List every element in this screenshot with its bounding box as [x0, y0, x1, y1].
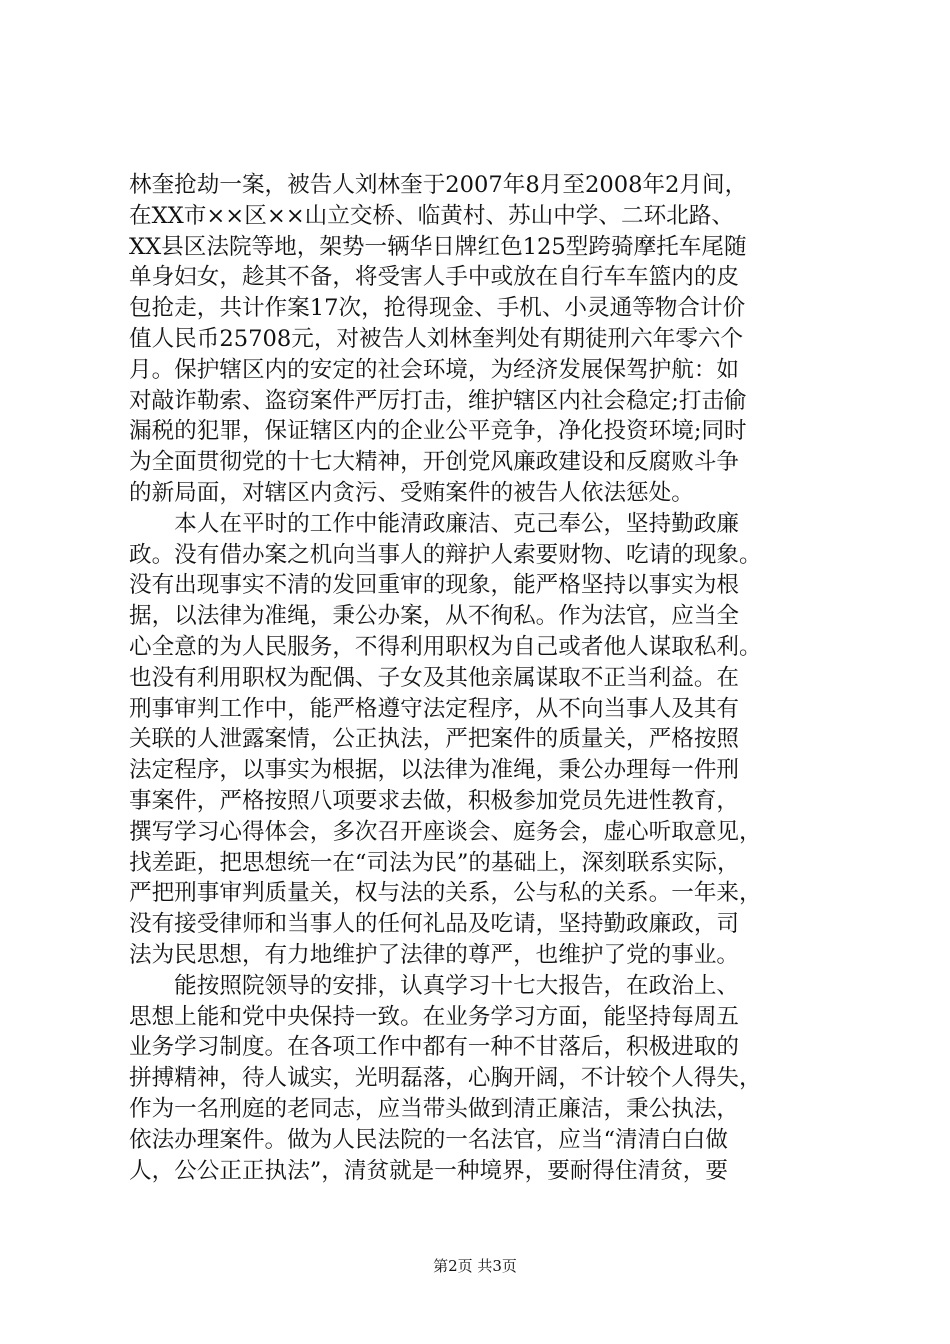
- text-line: 依法办理案件。做为人民法院的一名法官，应当“清清白白做: [129, 1126, 728, 1153]
- text-line: 在XX市××区××山立交桥、临黄村、苏山中学、二环北路、: [129, 202, 734, 229]
- text-line: 法为民思想，有力地维护了法律的尊严，也维护了党的事业。: [129, 941, 740, 968]
- text-line: 的新局面，对辖区内贪污、受贿案件的被告人依法惩处。: [129, 479, 694, 506]
- text-line: 也没有利用职权为配偶、子女及其他亲属谋取不正当利益。在: [129, 664, 740, 691]
- text-line: 对敲诈勒索、盗窃案件严厉打击，维护辖区内社会稳定;打击偷: [129, 387, 747, 414]
- text-line: 心全意的为人民服务，不得利用职权为自己或者他人谋取私利。: [129, 633, 762, 660]
- document-body: [129, 170, 829, 1186]
- text-line: 刑事审判工作中，能严格遵守法定程序，从不向当事人及其有: [129, 695, 740, 722]
- text-line: 值人民币25708元，对被告人刘林奎判处有期徒刑六年零六个: [129, 325, 744, 352]
- text-line: XX县区法院等地，架势一辆华日牌红色125型跨骑摩托车尾随: [129, 233, 747, 260]
- text-line: 法定程序，以事实为根据，以法律为准绳，秉公办理每一件刑: [129, 757, 740, 784]
- text-line: 撰写学习心得体会，多次召开座谈会、庭务会，虚心听取意见，: [129, 818, 762, 845]
- text-line: 漏税的犯罪，保证辖区内的企业公平竞争，净化投资环境;同时: [129, 418, 747, 445]
- text-line: 思想上能和党中央保持一致。在业务学习方面，能坚持每周五: [129, 1003, 740, 1030]
- text-line: 林奎抢劫一案，被告人刘林奎于2007年8月至2008年2月间，: [129, 172, 748, 198]
- text-line: 没有出现事实不清的发回重审的现象，能严格坚持以事实为根: [129, 572, 740, 599]
- text-line: 包抢走，共计作案17次，抢得现金、手机、小灵通等物合计价: [129, 295, 746, 322]
- text-line: 事案件，严格按照八项要求去做，积极参加党员先进性教育，: [129, 787, 740, 814]
- text-line: 据，以法律为准绳，秉公办案，从不徇私。作为法官，应当全: [129, 603, 740, 630]
- text-line: 为全面贯彻党的十七大精神，开创党风廉政建设和反腐败斗争: [129, 449, 740, 476]
- text-line: 本人在平时的工作中能清政廉洁、克己奉公，坚持勤政廉: [129, 510, 740, 537]
- text-line: 找差距，把思想统一在“司法为民”的基础上，深刻联系实际，: [129, 849, 740, 876]
- text-line: 关联的人泄露案情，公正执法，严把案件的质量关，严格按照: [129, 726, 740, 753]
- text-line: 单身妇女，趁其不备，将受害人手中或放在自行车车篮内的皮: [129, 264, 740, 291]
- page-number-footer: 第2页 共3页: [433, 1257, 517, 1275]
- text-line: 人，公公正正执法”，清贫就是一种境界，要耐得住清贫，要: [129, 1157, 728, 1184]
- text-line: 月。保护辖区内的安定的社会环境，为经济发展保驾护航：如: [129, 356, 740, 383]
- text-line: 拼搏精神，待人诚实，光明磊落，心胸开阔，不计较个人得失，: [129, 1065, 762, 1092]
- text-line: 没有接受律师和当事人的任何礼品及吃请，坚持勤政廉政，司: [129, 911, 740, 938]
- text-line: 严把刑事审判质量关，权与法的关系，公与私的关系。一年来，: [129, 880, 762, 907]
- text-line: 能按照院领导的安排，认真学习十七大报告，在政治上、: [129, 972, 740, 999]
- text-line: 政。没有借办案之机向当事人的辩护人索要财物、吃请的现象。: [129, 541, 762, 568]
- text-line: 业务学习制度。在各项工作中都有一种不甘落后，积极进取的: [129, 1034, 740, 1061]
- text-line: 作为一名刑庭的老同志，应当带头做到清正廉洁，秉公执法，: [129, 1095, 740, 1122]
